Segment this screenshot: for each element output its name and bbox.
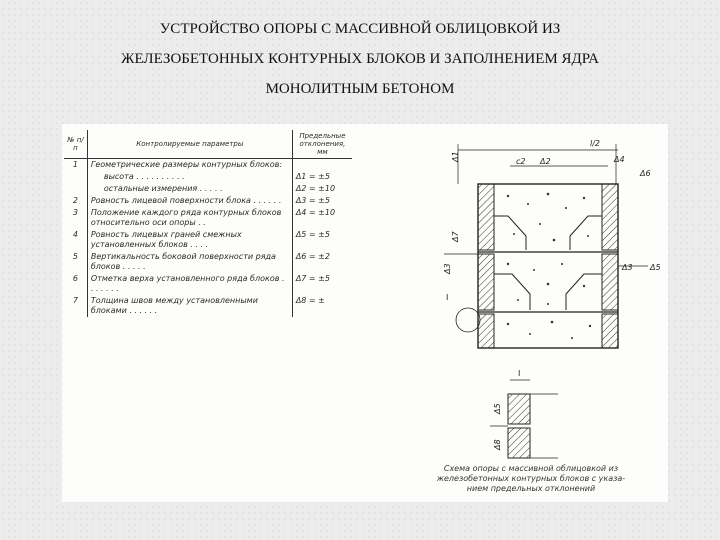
detail-title: I [518,369,521,378]
left-facing-block [478,184,494,250]
row-param: Вертикальность боковой поверхности ряда блоков . . . . . [87,251,292,273]
row-param: Положение каждого ряда контурных блоков относительно оси опоры . . [87,207,292,229]
label-delta5: Δ5 [650,263,661,272]
caption-line-1: Схема опоры с массивной облицовкой из [443,464,619,473]
table-row [64,251,352,273]
table-row [64,159,352,172]
caption-line-3: нием предельных отклонений [466,484,596,493]
slide-title [20,14,700,104]
label-delta1: Δ1 [451,151,460,162]
row-num: 1 [72,160,78,169]
row-num: 2 [72,196,78,205]
row-num [64,171,87,183]
row-param: Толщина швов между установленными блоками . . . . . . [87,295,292,317]
title-line-3: МОНОЛИТНЫМ БЕТОНОМ [265,81,455,97]
row-num: 4 [72,230,78,239]
detail-block-lower [508,428,530,458]
label-delta6: Δ6 [640,169,651,178]
row-num [64,183,87,195]
label-delta4: Δ4 [614,155,625,164]
label-delta8: Δ8 [493,439,502,450]
row-param: Ровность лицевой поверхности блока . . . . . . [87,195,292,207]
label-delta5-detail: Δ5 [493,403,502,414]
label-delta3-right: Δ3 [622,263,633,272]
row-value: Δ7 = ±5 [292,273,352,295]
table-header-row [64,130,352,159]
table-row [64,229,352,251]
row-param: высота . . . . . . . . . . [87,171,292,183]
row-value: Δ6 = ±2 [292,251,352,273]
pier-scheme-drawing [358,124,668,502]
header-deviation: Предельные отклонения, мм [292,130,352,159]
row-value: Δ1 = ±5 [292,171,352,183]
caption-line-2: железобетонных контурных блоков с указа- [436,474,626,483]
dim-label-l2: l/2 [590,139,601,148]
label-c2: c2 [516,157,526,166]
pier-outline [478,184,618,348]
row-param: остальные измерения . . . . . [87,183,292,195]
row-num: 5 [72,252,78,261]
row-value: Δ5 = ±5 [292,229,352,251]
drawing-caption [416,464,646,494]
row-param: Ровность лицевых граней смежных установленных блоков . . . . [87,229,292,251]
detail-block-upper [508,394,530,424]
row-param: Геометрические размеры контурных блоков: [87,159,292,172]
label-delta2: Δ2 [540,157,551,166]
label-delta7: Δ7 [451,231,460,242]
row-value: Δ4 = ±10 [292,207,352,229]
row-value: Δ2 = ±10 [292,183,352,195]
row-num: 3 [72,208,78,217]
table-row [64,171,352,183]
detail-marker: I [446,293,449,302]
row-num: 7 [72,296,78,305]
row-value [292,159,352,172]
row-value: Δ8 = ± [292,295,352,317]
title-line-2: ЖЕЛЕЗОБЕТОННЫХ КОНТУРНЫХ БЛОКОВ И ЗАПОЛНЕНИЕМ ЯДРА [121,51,599,67]
header-param: Контролируемые параметры [87,130,292,159]
row-value: Δ3 = ±5 [292,195,352,207]
scanned-sheet [62,124,668,502]
table-row [64,195,352,207]
tolerance-table [64,130,352,317]
right-facing-block [602,184,618,250]
table-row [64,273,352,295]
table-row [64,207,352,229]
row-param: Отметка верха установленного ряда блоков . . . . . . . [87,273,292,295]
title-line-1: УСТРОЙСТВО ОПОРЫ С МАССИВНОЙ ОБЛИЦОВКОЙ ИЗ [159,21,561,37]
label-delta3-left: Δ3 [443,263,452,274]
detail-circle [456,308,480,332]
header-num: № п/п [64,130,87,159]
table-row [64,295,352,317]
row-num: 6 [72,274,78,283]
table-row [64,183,352,195]
